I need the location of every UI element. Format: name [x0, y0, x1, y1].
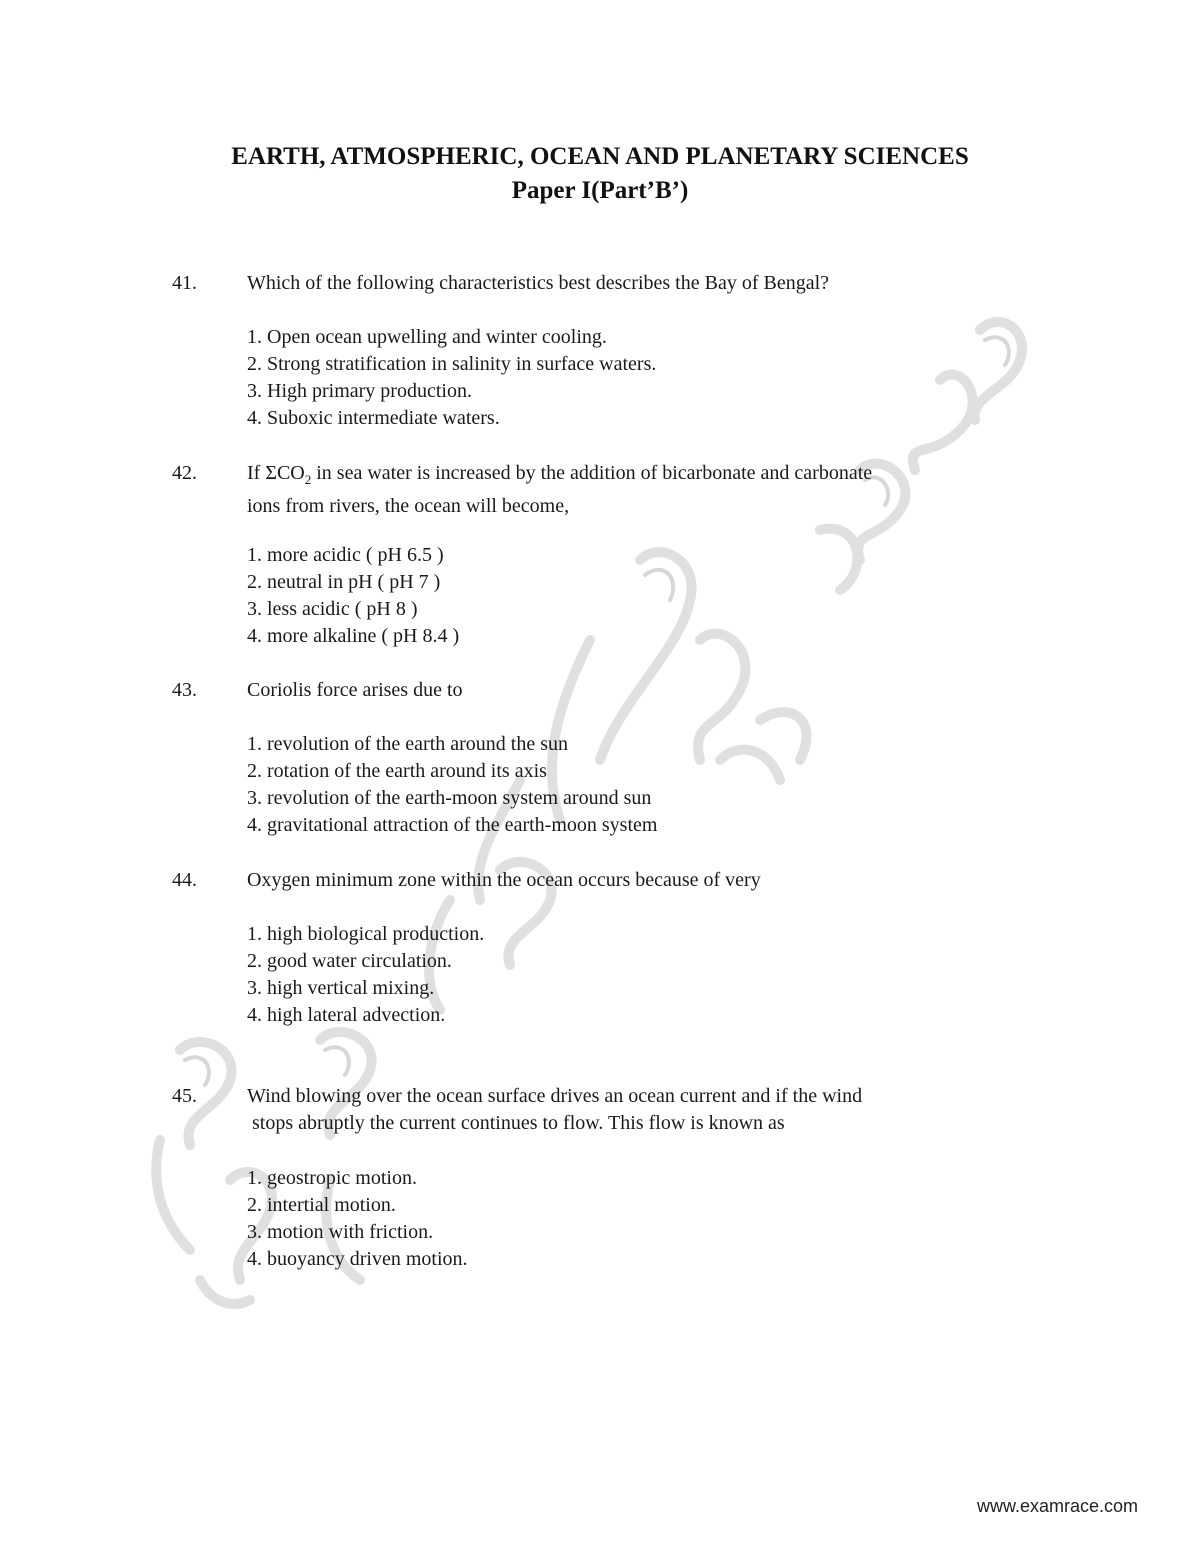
answer-option: 2. rotation of the earth around its axis	[247, 760, 547, 782]
answer-options	[247, 324, 1007, 432]
answer-option: 2. Strong stratification in salinity in surface waters.	[247, 353, 657, 375]
answer-option: 1. geostropic motion.	[247, 1167, 417, 1189]
question-text	[247, 677, 1047, 704]
answer-option: 3. less acidic ( pH 8 )	[247, 598, 418, 620]
question-number: 45.	[172, 1085, 197, 1107]
question-text-line: Coriolis force arises due to	[247, 679, 463, 701]
page-title: EARTH, ATMOSPHERIC, OCEAN AND PLANETARY SCIENCES	[231, 143, 969, 170]
answer-option: 4. buoyancy driven motion.	[247, 1248, 468, 1270]
answer-option: 2. intertial motion.	[247, 1194, 396, 1216]
answer-option: 1. Open ocean upwelling and winter cooling.	[247, 326, 607, 348]
answer-option: 1. high biological production.	[247, 923, 485, 945]
question-text-line: stops abruptly the current continues to flow. This flow is known as	[247, 1112, 785, 1134]
subscript: 2	[304, 472, 312, 487]
answer-option: 2. good water circulation.	[247, 950, 452, 972]
question-text	[247, 270, 1047, 297]
question-text	[247, 867, 1047, 894]
answer-options	[247, 921, 1007, 1029]
answer-option: 3. High primary production.	[247, 380, 472, 402]
question-text	[247, 1083, 1047, 1137]
question-text-prefix: If ΣCO	[247, 462, 305, 484]
question-number: 44.	[172, 869, 197, 891]
answer-option: 4. high lateral advection.	[247, 1004, 446, 1026]
question-text-line: Wind blowing over the ocean surface drives an ocean current and if the wind	[247, 1085, 863, 1107]
answer-options	[247, 1165, 1007, 1273]
question-number: 41.	[172, 272, 197, 294]
answer-option: 1. revolution of the earth around the sun	[247, 733, 569, 755]
answer-option: 1. more acidic ( pH 6.5 )	[247, 544, 444, 566]
question-text-line: Which of the following characteristics best describes the Bay of Bengal?	[247, 272, 830, 294]
question-text-line	[247, 460, 1047, 493]
footer-website: www.examrace.com	[976, 1496, 1138, 1516]
answer-options	[247, 731, 1007, 839]
question-text-line: ions from rivers, the ocean will become,	[247, 495, 570, 517]
answer-option: 3. revolution of the earth-moon system around sun	[247, 787, 652, 809]
answer-option: 3. high vertical mixing.	[247, 977, 435, 999]
page-subtitle: Paper I(Part’B’)	[511, 177, 689, 204]
question-number: 42.	[172, 462, 197, 484]
question-text-line: Oxygen minimum zone within the ocean occurs because of very	[247, 869, 761, 891]
question-text	[247, 460, 1047, 520]
question-number: 43.	[172, 679, 197, 701]
answer-option: 4. gravitational attraction of the earth-moon system	[247, 814, 658, 836]
answer-option: 4. more alkaline ( pH 8.4 )	[247, 625, 460, 647]
answer-options	[247, 542, 1007, 650]
answer-option: 3. motion with friction.	[247, 1221, 434, 1243]
question-text-suffix: in sea water is increased by the addition of bicarbonate and carbonate	[311, 462, 873, 484]
answer-option: 4. Suboxic intermediate waters.	[247, 407, 500, 429]
document-header	[0, 140, 1200, 208]
answer-option: 2. neutral in pH ( pH 7 )	[247, 571, 441, 593]
